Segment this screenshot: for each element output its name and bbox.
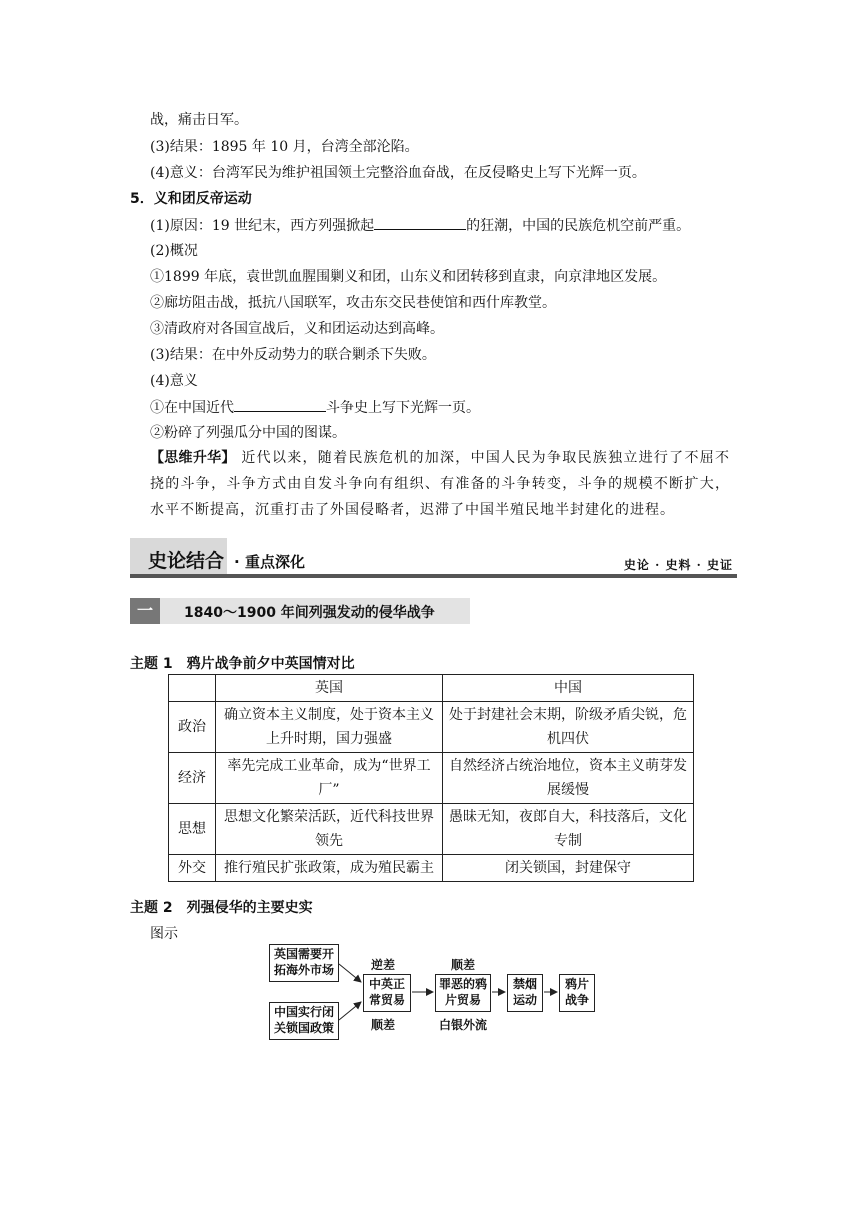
comparison-table xyxy=(168,674,694,882)
table-header-cell: 英国 xyxy=(216,675,443,702)
boxer-overview-3: ③清政府对各国宣战后，义和团运动达到高峰。 xyxy=(150,321,444,337)
boxer-result: (3)结果：在中外反动势力的联合剿杀下失败。 xyxy=(150,347,436,363)
boxer-meaning: (4)意义 xyxy=(150,373,198,389)
table-cell: 率先完成工业革命，成为“世界工厂” xyxy=(216,753,443,804)
flow-label-deficit: 逆差 xyxy=(371,958,396,972)
boxer-meaning-1 xyxy=(150,397,480,418)
flow-box-opium-trade: 罪恶的鸦片贸易 xyxy=(435,974,491,1012)
intro-line-1: 战，痛击日军。 xyxy=(150,112,248,128)
boxer-meaning-1-start: ①在中国近代 xyxy=(150,400,234,416)
table-row xyxy=(169,855,694,882)
boxer-cause-start: (1)原因：19 世纪末，西方列强掀起 xyxy=(150,218,375,234)
flow-box-normal-trade: 中英正常贸易 xyxy=(363,974,411,1012)
topic2-title: 主题 2 列强侵华的主要史实 xyxy=(130,900,313,916)
row-label: 外交 xyxy=(169,855,216,882)
sublimation-paragraph xyxy=(150,445,730,523)
section-subtitle-text: 重点深化 xyxy=(244,553,305,571)
topic-bar xyxy=(130,598,470,624)
fill-blank[interactable] xyxy=(234,397,326,412)
arrow-top xyxy=(339,964,361,982)
section-dot: · xyxy=(234,553,240,571)
topic1-title: 主题 1 鸦片战争前夕中英国情对比 xyxy=(130,656,355,672)
flow-label-silver-outflow: 白银外流 xyxy=(439,1018,488,1032)
table-cell: 思想文化繁荣活跃，近代科技世界领先 xyxy=(216,804,443,855)
topic-bar-title: 1840～1900 年间列强发动的侵华战争 xyxy=(184,605,435,621)
flow-box-uk-market: 英国需要开拓海外市场 xyxy=(269,944,339,982)
fill-blank[interactable] xyxy=(374,215,466,230)
section-title: 史论结合 xyxy=(148,550,225,572)
section-tagline: 史论 · 史料 · 史证 xyxy=(623,558,733,572)
boxer-meaning-1-end: 斗争史上写下光辉一页。 xyxy=(326,400,480,416)
flow-box-china-policy: 中国实行闭关锁国政策 xyxy=(269,1002,339,1040)
table-cell: 确立资本主义制度，处于资本主义上升时期，国力强盛 xyxy=(216,702,443,753)
section-rule xyxy=(130,574,737,578)
flow-box-ban-opium: 禁烟运动 xyxy=(507,974,543,1012)
table-row xyxy=(169,804,694,855)
table-header-cell: 中国 xyxy=(443,675,694,702)
figure-label: 图示 xyxy=(150,926,178,942)
table-cell: 自然经济占统治地位，资本主义萌芽发展缓慢 xyxy=(443,753,694,804)
sublimation-text: 近代以来，随着民族危机的加深，中国人民为争取民族独立进行了不屈不挠的斗争，斗争方式由自发斗争向有组织、有准备的斗争转变，斗争的规模不断扩大，水平不断提高，沉重打击了外国侵略者，迟滞了中国半殖民地半封建化的进程。 xyxy=(150,450,731,518)
boxer-overview: (2)概况 xyxy=(150,243,198,259)
boxer-heading: 5．义和团反帝运动 xyxy=(130,191,252,207)
intro-line-3: (4)意义：台湾军民为维护祖国领土完整浴血奋战，在反侵略史上写下光辉一页。 xyxy=(150,165,646,181)
boxer-meaning-2: ②粉碎了列强瓜分中国的图谋。 xyxy=(150,425,346,441)
arrow-bottom xyxy=(339,1002,361,1020)
boxer-cause xyxy=(150,215,690,236)
table-row xyxy=(169,753,694,804)
table-row xyxy=(169,702,694,753)
intro-line-2: (3)结果：1895 年 10 月，台湾全部沦陷。 xyxy=(150,139,419,155)
topic-number: 一 xyxy=(130,598,160,624)
boxer-cause-end: 的狂潮，中国的民族危机空前严重。 xyxy=(466,218,691,234)
section-header xyxy=(130,538,737,578)
table-cell: 推行殖民扩张政策，成为殖民霸主 xyxy=(216,855,443,882)
flow-label-surplus: 顺差 xyxy=(371,1018,396,1032)
flow-box-opium-war: 鸦片战争 xyxy=(559,974,595,1012)
table-cell: 愚昧无知，夜郎自大，科技落后，文化专制 xyxy=(443,804,694,855)
section-subtitle xyxy=(234,551,305,572)
row-label: 政治 xyxy=(169,702,216,753)
boxer-overview-1: ①1899 年底，袁世凯血腥围剿义和团，山东义和团转移到直隶，向京津地区发展。 xyxy=(150,269,667,285)
table-cell: 闭关锁国，封建保守 xyxy=(443,855,694,882)
table-header-row xyxy=(169,675,694,702)
row-label: 思想 xyxy=(169,804,216,855)
row-label: 经济 xyxy=(169,753,216,804)
table-cell: 处于封建社会末期，阶级矛盾尖锐，危机四伏 xyxy=(443,702,694,753)
flow-diagram xyxy=(265,940,595,1040)
sublimation-tag: 【思维升华】 xyxy=(150,450,236,466)
flow-label-surplus-2: 顺差 xyxy=(451,958,476,972)
boxer-overview-2: ②廊坊阻击战，抵抗八国联军，攻击东交民巷使馆和西什库教堂。 xyxy=(150,295,556,311)
table-header-cell xyxy=(169,675,216,702)
